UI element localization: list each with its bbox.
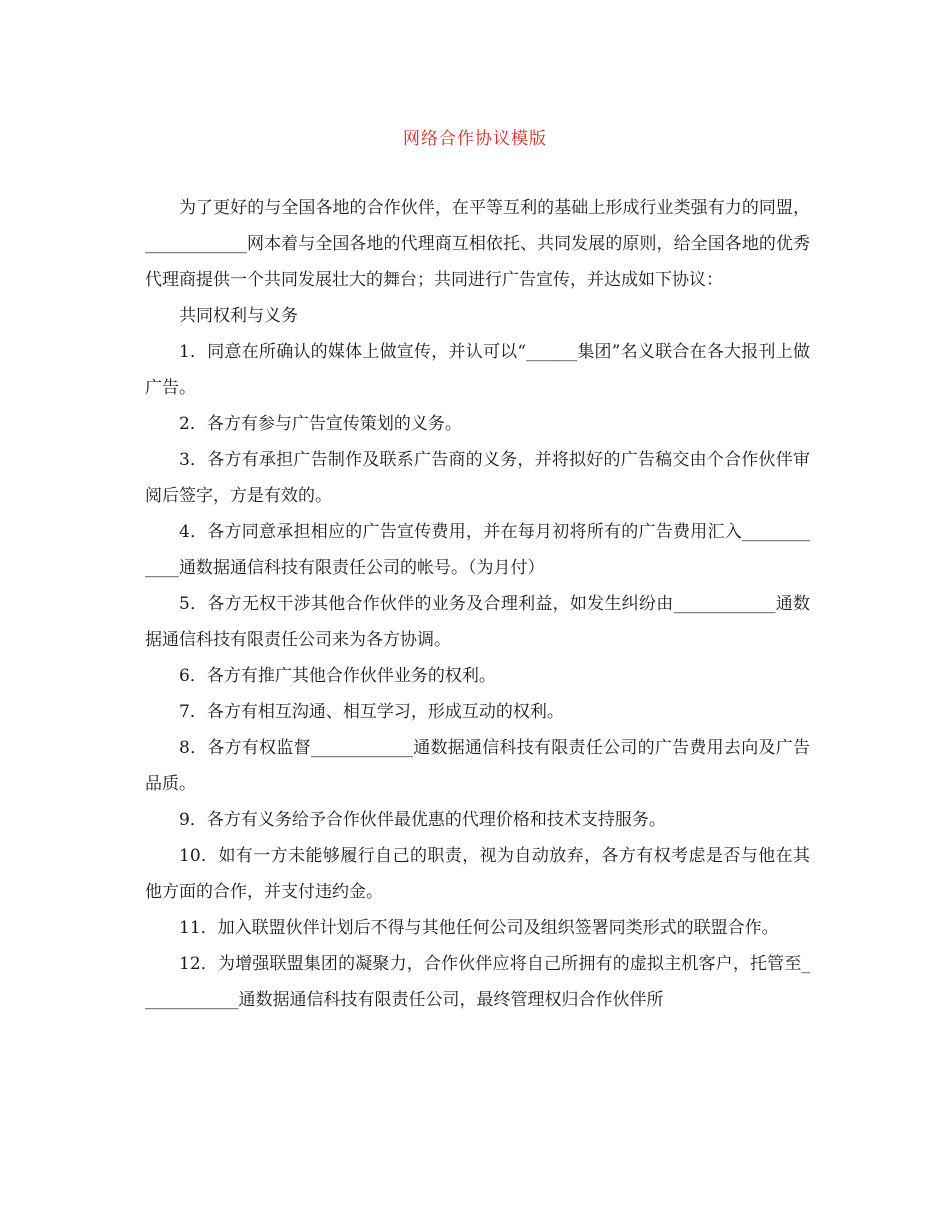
clause-3: 3．各方有承担广告制作及联系广告商的义务，并将拟好的广告稿交由个合作伙伴审阅后签字，方是有效的。 xyxy=(145,450,810,506)
intro-paragraph: 为了更好的与全国各地的合作伙伴，在平等互利的基础上形成行业类强有力的同盟，____________网本着与全国各地的代理商互相依托、共同发展的原则，给全国各地的优秀代理商提供一个共同发展壮大的舞台；共同进行广告宣传，并达成如下协议： xyxy=(145,198,810,290)
document-body xyxy=(145,190,810,1018)
section-heading: 共同权利与义务 xyxy=(179,306,298,326)
clause-2: 2．各方有参与广告宣传策划的义务。 xyxy=(179,414,462,434)
clause-11: 11．加入联盟伙伴计划后不得与其他任何公司及组织签署同类形式的联盟合作。 xyxy=(179,918,779,938)
document-title: 网络合作协议模版 xyxy=(403,129,547,149)
clause-8: 8．各方有权监督____________通数据通信科技有限责任公司的广告费用去向及广告品质。 xyxy=(145,738,810,794)
clause-12: 12．为增强联盟集团的凝聚力，合作伙伴应将自己所拥有的虚拟主机客户，托管至____________通数据通信科技有限责任公司，最终管理权归合作伙伴所 xyxy=(145,954,810,1010)
clause-4: 4．各方同意承担相应的广告宣传费用，并在每月初将所有的广告费用汇入____________通数据通信科技有限责任公司的帐号。（为月付） xyxy=(145,522,810,578)
clause-6: 6．各方有推广其他合作伙伴业务的权利。 xyxy=(179,666,496,686)
clause-5: 5．各方无权干涉其他合作伙伴的业务及合理利益，如发生纠纷由____________通数据通信科技有限责任公司来为各方协调。 xyxy=(145,594,810,650)
clause-10: 10．如有一方未能够履行自己的职责，视为自动放弃，各方有权考虑是否与他在其他方面的合作，并支付违约金。 xyxy=(145,846,810,902)
clause-7: 7．各方有相互沟通、相互学习，形成互动的权利。 xyxy=(179,702,564,722)
clause-1: 1．同意在所确认的媒体上做宣传，并认可以“______集团”名义联合在各大报刊上做广告。 xyxy=(145,342,810,398)
clause-9: 9．各方有义务给予合作伙伴最优惠的代理价格和技术支持服务。 xyxy=(179,810,666,830)
